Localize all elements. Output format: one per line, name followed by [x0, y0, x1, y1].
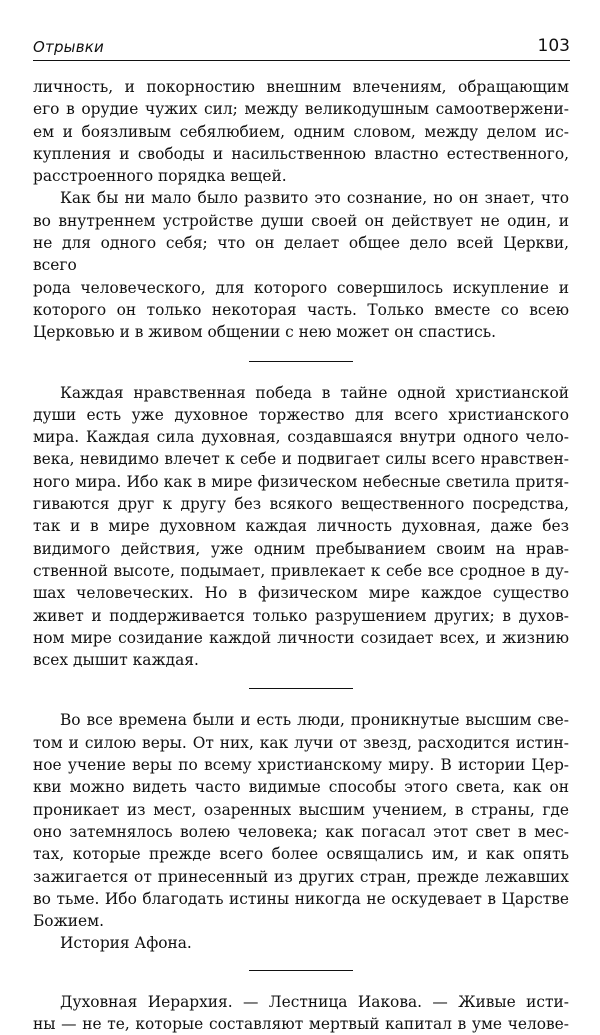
text-line: шах человеческих. Но в физическом мире каждое существо — [33, 584, 569, 603]
text-line: тах, которые прежде всего более освящались им, и как опять — [33, 845, 569, 864]
page-body — [33, 76, 569, 1035]
text-line: ное учение веры по всему христианскому миру. В истории Цер- — [33, 756, 569, 775]
text-line: зажигается от принесенный из других стран, прежде лежавших — [33, 867, 569, 886]
text-line: купления и свободы и насильственною властно естественного, — [33, 144, 569, 163]
paragraph-2 — [33, 187, 569, 343]
text-line: рода человеческого, для которого совершилось искупление и — [33, 278, 569, 297]
text-line: оно затемнялось волею человека; как погасал этот свет в мес- — [33, 822, 569, 841]
text-line: Во все времена были и есть люди, проникнутые высшим све- — [60, 711, 569, 730]
text-line: Как бы ни мало было развито это сознание, но он знает, что — [60, 189, 569, 208]
text-line: Церковью и в живом общении с нею может он спастись. — [33, 323, 496, 342]
text-line: кви можно видеть часто видимые способы этого света, как он — [33, 778, 569, 797]
text-line: так и в мире духовном каждая личность духовная, даже без — [33, 517, 569, 536]
section-divider — [249, 688, 353, 689]
paragraph-1 — [33, 76, 569, 187]
section-divider — [249, 970, 353, 971]
text-line: ного мира. Ибо как в мире физическом небесные светила притя- — [33, 472, 569, 491]
text-line: ны — не те, которые составляют мертвый капитал в уме челове- — [33, 1014, 569, 1033]
text-line: проникает из мест, озаренных высшим учением, в страны, где — [33, 800, 569, 819]
running-title: Отрывки — [33, 38, 104, 56]
text-line: которого он только некоторая часть. Только вместе со всею — [33, 300, 569, 319]
text-line: века, невидимо влечет к себе и подвигает силы всего нравствен- — [33, 450, 569, 469]
text-line: Каждая нравственная победа в тайне одной христианской — [60, 383, 569, 402]
source-signature: История Афона. — [60, 934, 192, 953]
text-line: гиваются друг к другу без всякого вещественного посредства, — [33, 495, 569, 514]
text-line: мира. Каждая сила духовная, создавшаяся внутри одного чело- — [33, 428, 569, 447]
text-line: живет и поддерживается только разрушением других; в духов- — [33, 606, 569, 625]
section-divider — [249, 361, 353, 362]
text-line: его в орудие чужих сил; между великодушным самоотвержени- — [33, 100, 569, 119]
text-line: Духовная Иерархия. — Лестница Иакова. — Живые исти- — [60, 992, 569, 1011]
paragraph-4 — [33, 709, 569, 932]
paragraph-5 — [33, 991, 569, 1035]
text-line: Божием. — [33, 912, 104, 931]
text-line: личность, и покорностию внешним влечениям, обращающим — [33, 78, 569, 96]
text-line: видимого действия, уже одним пребыванием своим на нрав- — [33, 539, 569, 558]
page-header — [33, 36, 570, 61]
text-line: во внутреннем устройстве души своей он действует не один, и — [33, 211, 569, 230]
paragraph-3 — [33, 382, 569, 672]
text-line: не для одного себя; что он делает общее дело всей Церкви, всего — [33, 234, 569, 275]
page-number: 103 — [537, 36, 570, 56]
text-line: том и силою веры. От них, как лучи от звезд, расходится истин- — [33, 733, 569, 752]
text-line: ем и боязливым себялюбием, одним словом, между делом ис- — [33, 122, 569, 141]
text-line: души есть уже духовное торжество для всего христианского — [33, 405, 569, 424]
text-line: ственной высоте, подымает, привлекает к себе все сродное в ду- — [33, 561, 569, 580]
text-line: ном мире созидание каждой личности созидает всех, и жизнию — [33, 628, 569, 647]
text-line: расстроенного порядка вещей. — [33, 167, 287, 186]
text-line: всех дышит каждая. — [33, 651, 199, 670]
text-line: во тьме. Ибо благодать истины никогда не оскудевает в Царстве — [33, 889, 569, 908]
